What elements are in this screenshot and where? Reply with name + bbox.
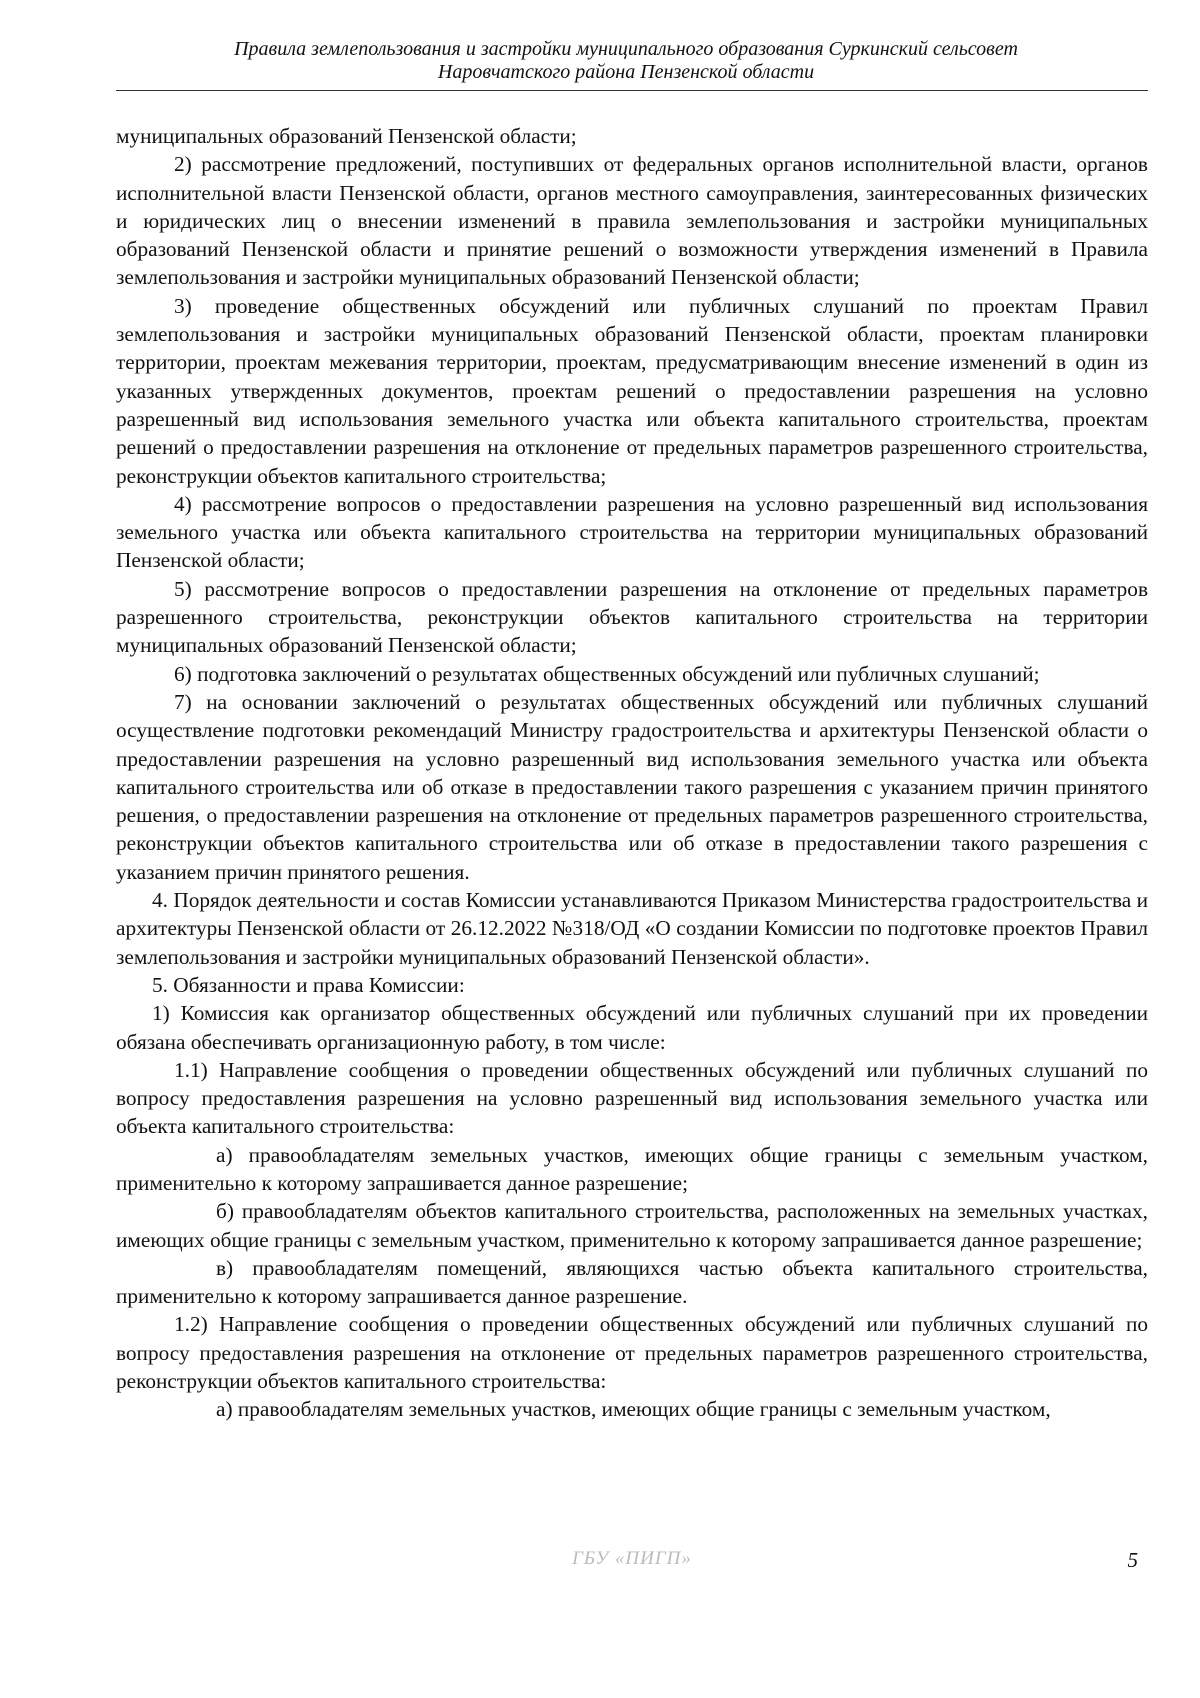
paragraph: 1) Комиссия как организатор общественных обсуждений или публичных слушаний при их проведении обязана обеспечивать организационную работу, в том числе: (116, 1001, 1148, 1054)
paragraph: 6) подготовка заключений о результатах общественных обсуждений или публичных слушаний; (174, 661, 1040, 686)
paragraph: 2) рассмотрение предложений, поступивших от федеральных органов исполнительной власти, органов исполнительной власти Пензенской области, органов местного самоуправления, заинтересованных физических и юридических лиц о внесении изменений в правила землепользования и застройки муниципальных образований Пензенской области и принятие решений о возможности утверждения изменений в Правила землепользования и застройки муниципальных образований Пензенской области; (116, 152, 1148, 290)
paragraph: б) правообладателям объектов капитального строительства, расположенных на земельных участках, имеющих общие границы с земельным участком, применительно к которому запрашивается данное разрешение; (116, 1199, 1148, 1252)
paragraph: муниципальных образований Пензенской области; (116, 124, 577, 148)
document-body (116, 122, 1148, 1424)
paragraph: 4. Порядок деятельности и состав Комиссии устанавливаются Приказом Министерства градостроительства и архитектуры Пензенской области от 26.12.2022 №318/ОД «О создании Комиссии по подготовке проектов Правил землепользования и застройки муниципальных образований Пензенской области». (116, 888, 1148, 969)
paragraph: 5) рассмотрение вопросов о предоставлении разрешения на отклонение от предельных параметров разрешенного строительства, реконструкции объектов капитального строительства на территории муниципальных образований Пензенской области; (116, 576, 1148, 658)
header-line-1: Правила землепользования и застройки муниципального образования Суркинский сельсовет (234, 38, 1018, 60)
header-divider (116, 90, 1148, 91)
paragraph: 5. Обязанности и права Комиссии: (152, 972, 465, 997)
header-line-2: Наровчатского района Пензенской области (437, 61, 815, 83)
paragraph: а) правообладателям земельных участков, имеющих общие границы с земельным участком, (216, 1397, 1051, 1422)
running-header (116, 38, 1136, 84)
paragraph: 3) проведение общественных обсуждений или публичных слушаний по проектам Правил землепользования и застройки муниципальных образований Пензенской области, проектам планировки территории, проектам межевания территории, проектам, предусматривающим внесение изменений в один из указанных утвержденных документов, проектам решений о предоставлении разрешения на условно разрешенный вид использования земельного участка или объекта капитального строительства, проектам решений о предоставлении разрешения на отклонение от предельных параметров разрешенного строительства, реконструкции объектов капитального строительства; (116, 293, 1148, 488)
paragraph: в) правообладателям помещений, являющихся частью объекта капитального строительства, применительно к которому запрашивается данное разрешение. (116, 1255, 1148, 1309)
paragraph: а) правообладателям земельных участков, имеющих общие границы с земельным участком, применительно к которому запрашивается данное разрешение; (116, 1142, 1148, 1195)
paragraph: 7) на основании заключений о результатах общественных обсуждений или публичных слушаний осуществление подготовки рекомендаций Министру градостроительства и архитектуры Пензенской области о предоставлении разрешения на условно разрешенный вид использования земельного участка или объекта капитального строительства или об отказе в предоставлении такого разрешения с указанием причин принятого решения, о предоставлении разрешения на отклонение от предельных параметров разрешенного строительства, реконструкции объектов капитального строительства или об отказе в предоставлении такого разрешения с указанием причин принятого решения. (116, 689, 1148, 884)
page-number: 5 (1127, 1548, 1138, 1572)
paragraph: 1.2) Направление сообщения о проведении общественных обсуждений или публичных слушаний по вопросу предоставления разрешения на отклонение от предельных параметров разрешенного строительства, реконструкции объектов капитального строительства: (116, 1312, 1148, 1394)
paragraph: 1.1) Направление сообщения о проведении общественных обсуждений или публичных слушаний по вопросу предоставления разрешения на условно разрешенный вид использования земельного участка или объекта капитального строительства: (116, 1057, 1148, 1139)
footer-organization: ГБУ «ПИГП» (572, 1548, 692, 1569)
paragraph: 4) рассмотрение вопросов о предоставлении разрешения на условно разрешенный вид использования земельного участка или объекта капитального строительства на территории муниципальных образований Пензенской области; (116, 491, 1148, 573)
page-footer (116, 1548, 1148, 1578)
